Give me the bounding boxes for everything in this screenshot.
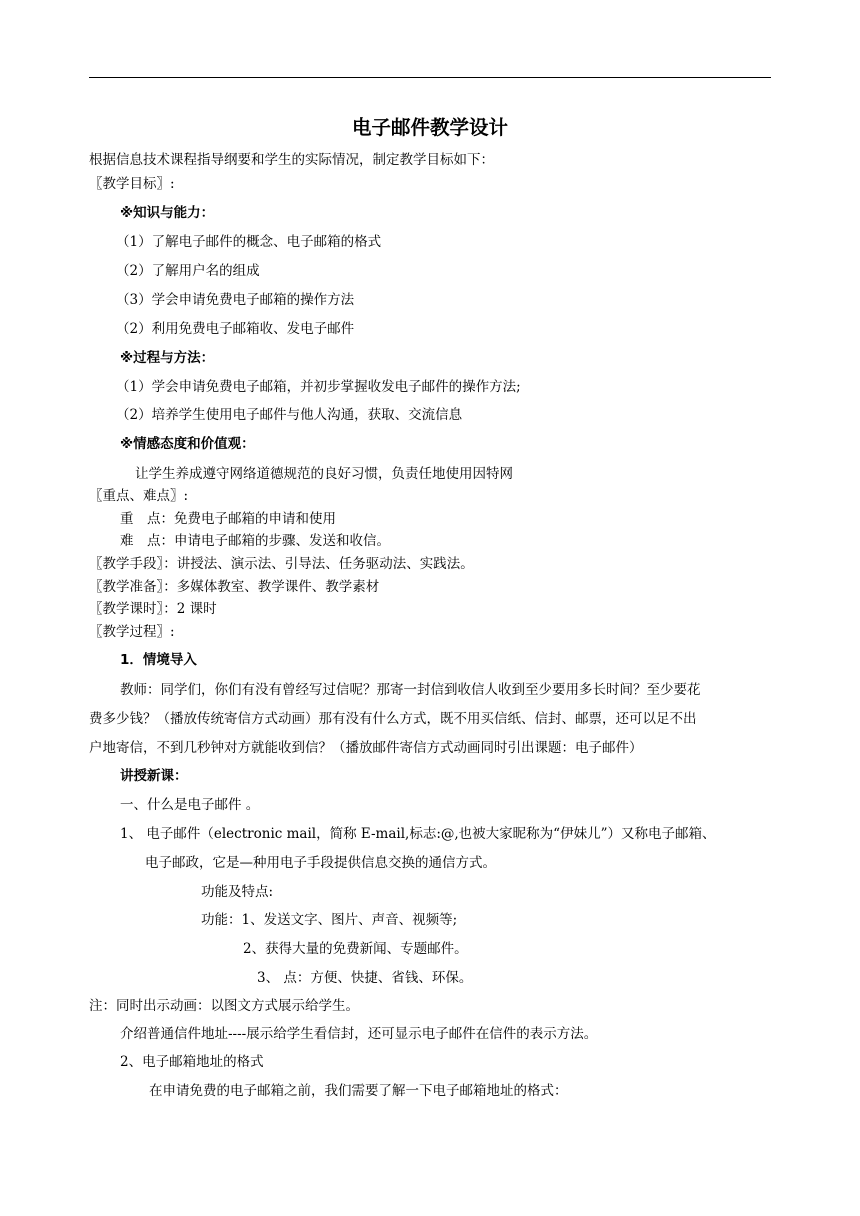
attitude-text: 让学生养成遵守网络道德规范的良好习惯，负责任地使用因特网 bbox=[135, 466, 513, 482]
feature-line: 功能：1、发送文字、图片、声音、视频等; bbox=[201, 912, 458, 928]
teacher-paragraph-line: 教师：同学们，你们有没有曾经写过信呢？那寄一封信到收信人收到至少要用多长时间？至少要花 bbox=[120, 682, 701, 698]
teacher-paragraph-line: 费多少钱？（播放传统寄信方式动画）那有没有什么方式，既不用买信纸、信封、邮票，还可以足不出 bbox=[89, 711, 697, 727]
hard-point: 难 点：申请电子邮箱的步骤、发送和收信。 bbox=[120, 533, 390, 549]
section-one-heading: 一、什么是电子邮件 。 bbox=[120, 797, 260, 813]
key-heading: 〖重点、难点〗: bbox=[89, 488, 189, 504]
knowledge-item: （3）学会申请免费电子邮箱的操作方法 bbox=[116, 292, 355, 308]
teacher-paragraph-line: 户地寄信，不到几秒钟对方就能收到信？（播放邮件寄信方式动画同时引出课题：电子邮件） bbox=[89, 740, 643, 756]
process-section-heading: 〖教学过程〗: bbox=[89, 624, 175, 640]
feature-line: 3、 点：方便、快捷、省钱、环保。 bbox=[257, 970, 473, 986]
knowledge-item: （2）了解用户名的组成 bbox=[116, 263, 260, 279]
definition-line: 1、 电子邮件（electronic mail，简称 E-mail,标志:@,也被大家昵称为“伊妹儿”）又称电子邮箱、 bbox=[120, 826, 716, 842]
document-title: 电子邮件教学设计 bbox=[351, 116, 508, 139]
knowledge-heading: ※知识与能力： bbox=[120, 205, 215, 221]
step1-heading: 1．情境导入 bbox=[120, 652, 197, 668]
hours-text: 〖教学课时〗：2 课时 bbox=[89, 601, 217, 617]
note-text: 注：同时出示动画：以图文方式展示给学生。 bbox=[89, 998, 359, 1014]
process-item: （1）学会申请免费电子邮箱，并初步掌握收发电子邮件的操作方法; bbox=[116, 379, 521, 395]
feature-line: 2、获得大量的免费新闻、专题邮件。 bbox=[243, 941, 468, 957]
section-two-text: 在申请免费的电子邮箱之前，我们需要了解一下电子邮箱地址的格式： bbox=[149, 1083, 568, 1099]
new-lesson-heading: 讲授新课： bbox=[120, 768, 188, 784]
knowledge-item: （1）了解电子邮件的概念、电子邮箱的格式 bbox=[116, 234, 382, 250]
goals-heading: 〖教学目标〗: bbox=[89, 176, 175, 192]
section-two-heading: 2、电子邮箱地址的格式 bbox=[120, 1054, 264, 1070]
features-heading: 功能及特点: bbox=[201, 884, 274, 900]
header-rule bbox=[89, 77, 771, 78]
process-heading: ※过程与方法： bbox=[120, 350, 215, 366]
definition-line: 电子邮政，它是—种用电子手段提供信息交换的通信方式。 bbox=[145, 855, 496, 871]
methods-text: 〖教学手段〗：讲授法、演示法、引导法、任务驱动法、实践法。 bbox=[89, 556, 474, 572]
knowledge-item: （2）利用免费电子邮箱收、发电子邮件 bbox=[116, 321, 355, 337]
intro-address-text: 介绍普通信件地址----展示给学生看信封，还可显示电子邮件在信件的表示方法。 bbox=[120, 1026, 598, 1042]
key-point: 重 点：免费电子邮箱的申请和使用 bbox=[120, 511, 336, 527]
process-item: （2）培养学生使用电子邮件与他人沟通，获取、交流信息 bbox=[116, 407, 463, 423]
preparation-text: 〖教学准备〗：多媒体教室、教学课件、教学素材 bbox=[89, 579, 380, 595]
intro-text: 根据信息技术课程指导纲要和学生的实际情况，制定教学目标如下： bbox=[89, 152, 494, 168]
attitude-heading: ※情感态度和价值观： bbox=[120, 436, 255, 452]
